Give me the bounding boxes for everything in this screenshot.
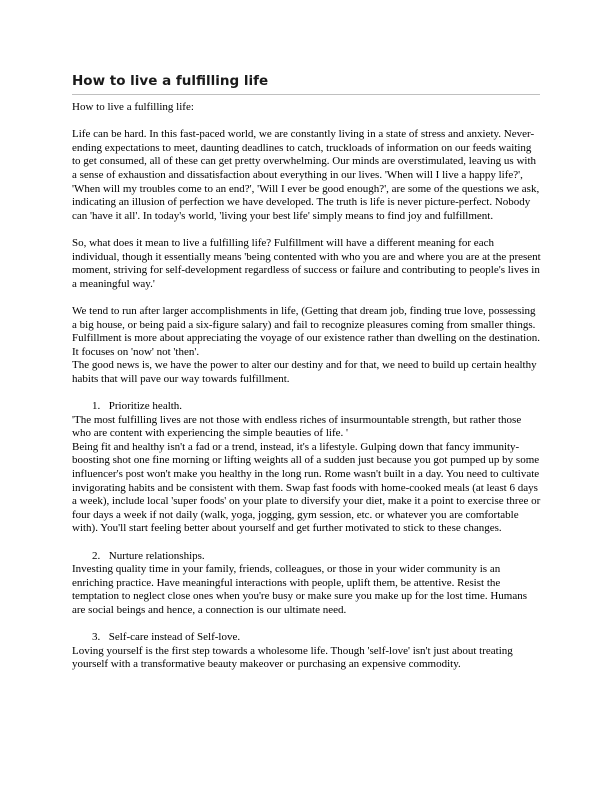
paragraph-3: We tend to run after larger accomplishments in life, (Getting that dream job, finding true love, possessing a big house, or being paid a six-figure salary) and fail to recognize pleasures coming from smaller things. Fulfillment is more about appreciating the voyage of our existence rather than dwelling on the destination. It focuses on 'now' not 'then'. (72, 304, 540, 358)
paragraph-2: So, what does it mean to live a fulfilling life? Fulfillment will have a different meaning for each individual, though it essentially means 'being contented with who you are and where you are at the present moment, striving for self-development regardless of success or failure and contributing to people's lives in a meaningful way.' (72, 236, 541, 290)
document-body (72, 101, 542, 672)
spacer (72, 386, 542, 400)
spacer (72, 291, 542, 305)
section-2-title: Nurture relationships. (108, 549, 205, 562)
section-1-text: Being fit and healthy isn't a fad or a trend, instead, it's a lifestyle. Gulping down that fancy immunity-boosting shot one fine morning or lifting weights all of a sudden just because you got pumped up by some influencer's post won't make you healthy in the long run. Rome wasn't built in a day. You need to cultivate invigorating habits and be consistent with them. Swap fast foods with home-cooked meals (at least 6 days a week), include local 'super foods' on your plate to diversify your diet, make it a point to exercise three or four days a week if not daily (walk, yoga, jogging, gym session, etc. or whatever you are comfortable with). You'll start feeling better about yourself and get further motivated to stick to these changes. (72, 440, 541, 535)
section-3-heading (72, 631, 542, 645)
page-title: How to live a fulfilling life (72, 73, 269, 89)
section-3-title: Self-care instead of Self-love. (108, 631, 241, 644)
paragraph-1: Life can be hard. In this fast-paced world, we are constantly living in a state of stress and anxiety. Never-ending expectations to meet, daunting deadlines to catch, truckloads of information on our feeds waiting to get consumed, all of these can get pretty overwhelming. Our minds are overstimulated, leaving us with a sense of exhaustion and dissatisfaction about everything in our lives. 'When will I live a happy life?', 'When will my troubles come to an end?', 'Will I ever be good enough?', are some of the questions we ask, indicating an illusion of perfection we have developed. The truth is life is never picture-perfect. Nobody can 'have it all'. In today's world, 'living your best life' simply means to find joy and fulfillment. (72, 128, 540, 222)
section-3-number: 3. (92, 631, 101, 644)
title-divider (72, 94, 540, 95)
spacer (72, 536, 542, 550)
section-3-text: Loving yourself is the first step towards a wholesome life. Though 'self-love' isn't just about treating yourself with a transformative beauty makeover or purchasing an expensive commodity. (72, 644, 513, 671)
section-1-quote: 'The most fulfilling lives are not those with endless riches of insurmountable strength, but rather those who are content with experiencing the simple beauties of life. ' (72, 413, 522, 440)
intro-line: How to live a fulfilling life: (72, 101, 194, 113)
spacer (72, 115, 542, 129)
section-2-text: Investing quality time in your family, friends, colleagues, or those in your wider community is an enriching practice. Have meaningful interactions with people, uplift them, be attentive. Resist the temptation to neglect close ones when you're busy or make sure you make up for the lost time. Humans are social beings and hence, a connection is our ultimate need. (72, 563, 528, 616)
section-2-heading (72, 550, 542, 564)
spacer (72, 223, 542, 237)
section-1-heading (72, 400, 542, 414)
section-1-title: Prioritize health. (108, 400, 183, 413)
paragraph-4: The good news is, we have the power to alter our destiny and for that, we need to build up certain healthy habits that will pave our way towards fulfillment. (72, 359, 537, 385)
spacer (72, 618, 542, 632)
section-1-number: 1. (92, 400, 101, 413)
section-2-number: 2. (92, 549, 101, 562)
